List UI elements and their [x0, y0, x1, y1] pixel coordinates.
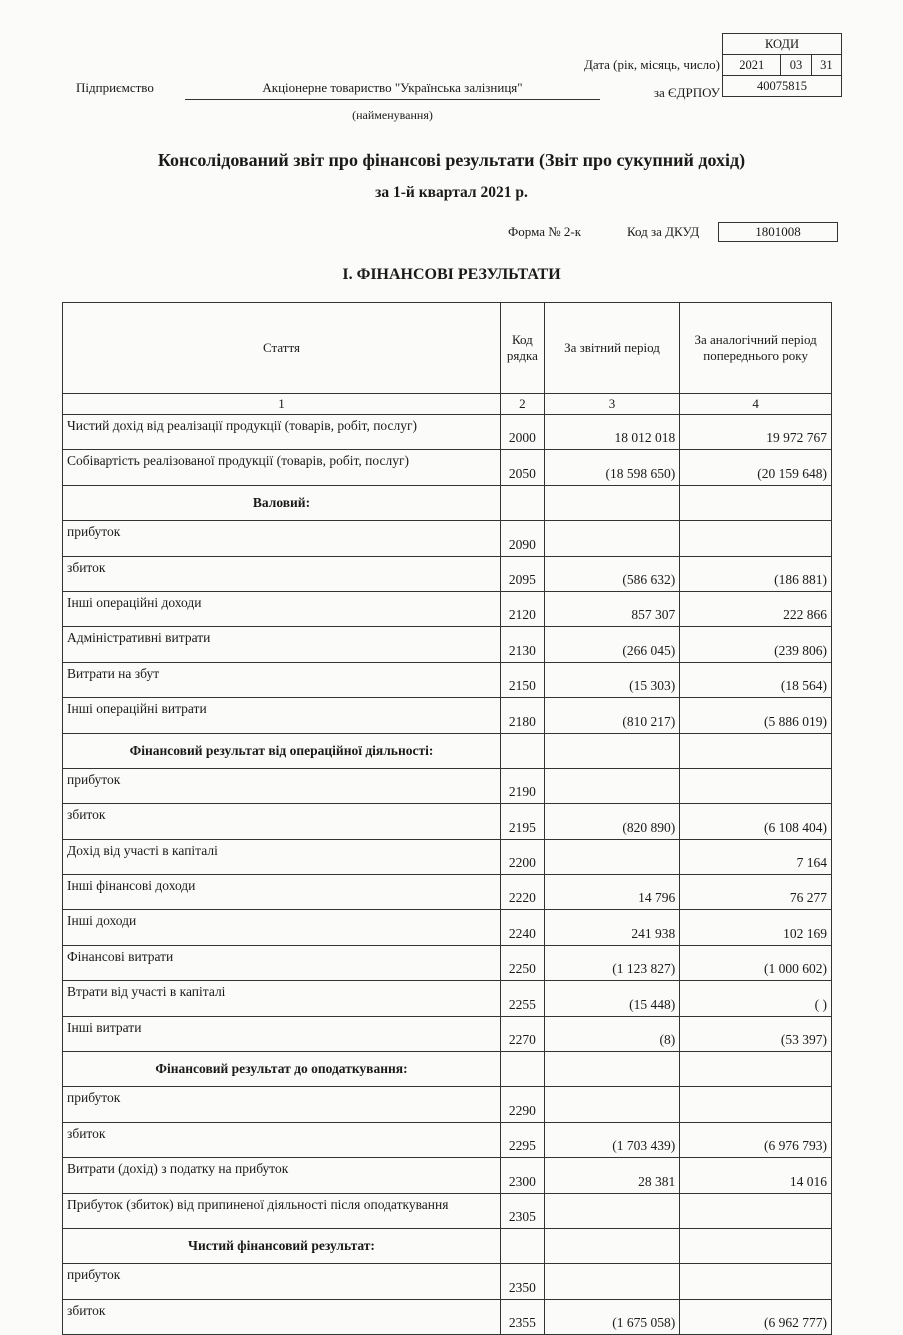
form-number: Форма № 2-к [508, 224, 582, 239]
row-code: 2090 [500, 521, 544, 556]
date-month: 03 [781, 55, 811, 76]
date-label: Дата (рік, місяць, число) [584, 57, 720, 72]
date-year: 2021 [723, 55, 781, 76]
header-current: За звітний період [544, 303, 679, 394]
row-current [544, 1228, 679, 1263]
dkud-code: 1801008 [718, 222, 838, 242]
row-current [544, 768, 679, 803]
row-previous: 102 169 [680, 910, 832, 945]
table-row [63, 875, 832, 910]
row-code: 2195 [500, 804, 544, 839]
row-label: Собівартість реалізованої продукції (товарів, робіт, послуг) [63, 450, 501, 485]
row-current: (1 123 827) [544, 945, 679, 980]
codes-header: КОДИ [723, 34, 842, 55]
row-code: 2180 [500, 698, 544, 733]
table-row [63, 662, 832, 697]
codes-box [722, 33, 842, 97]
row-current: (8) [544, 1016, 679, 1051]
header-previous: За аналогічний період попереднього року [680, 303, 832, 394]
dkud-label: Код за ДКУД [627, 224, 700, 239]
row-current: 18 012 018 [544, 415, 679, 450]
row-current: 857 307 [544, 591, 679, 626]
row-previous: (18 564) [680, 662, 832, 697]
row-code: 2130 [500, 627, 544, 662]
table-section-row [63, 1052, 832, 1087]
row-label: Інші доходи [63, 910, 501, 945]
financial-results-table [62, 302, 832, 1335]
row-label: Адміністративні витрати [63, 627, 501, 662]
col-number-4: 4 [680, 394, 832, 415]
enterprise-name: Акціонерне товариство "Українська залізниця" [185, 80, 600, 100]
section-title: І. ФІНАНСОВІ РЕЗУЛЬТАТИ [342, 266, 561, 283]
table-row [63, 450, 832, 485]
table-section-row [63, 1228, 832, 1263]
row-label: Інші операційні доходи [63, 591, 501, 626]
row-label: Фінансові витрати [63, 945, 501, 980]
row-previous: (239 806) [680, 627, 832, 662]
row-code [500, 485, 544, 520]
report-period: за 1-й квартал 2021 р. [375, 184, 528, 201]
row-previous [680, 733, 832, 768]
row-previous: 14 016 [680, 1158, 832, 1193]
row-label: збиток [63, 556, 501, 591]
row-label: Втрати від участі в капіталі [63, 981, 501, 1016]
row-current [544, 839, 679, 874]
table-row [63, 627, 832, 662]
column-numbers-row [63, 394, 832, 415]
row-code: 2050 [500, 450, 544, 485]
table-row [63, 1122, 832, 1157]
row-current: 28 381 [544, 1158, 679, 1193]
row-label: збиток [63, 1299, 501, 1334]
row-previous: (186 881) [680, 556, 832, 591]
row-current: (15 303) [544, 662, 679, 697]
row-previous: ( ) [680, 981, 832, 1016]
row-current [544, 1052, 679, 1087]
section-label: Чистий фінансовий результат: [63, 1228, 501, 1263]
row-code: 2350 [500, 1264, 544, 1299]
row-label: Інші витрати [63, 1016, 501, 1051]
table-header-row [63, 303, 832, 394]
row-code: 2295 [500, 1122, 544, 1157]
report-title: Консолідований звіт про фінансові результати (Звіт про сукупний дохід) [157, 150, 746, 170]
row-previous: (6 962 777) [680, 1299, 832, 1334]
row-code: 2240 [500, 910, 544, 945]
table-row [63, 1158, 832, 1193]
table-row [63, 1193, 832, 1228]
row-code: 2220 [500, 875, 544, 910]
row-code: 2150 [500, 662, 544, 697]
row-label: Витрати (дохід) з податку на прибуток [63, 1158, 501, 1193]
row-previous: 222 866 [680, 591, 832, 626]
row-current: 14 796 [544, 875, 679, 910]
enterprise-caption: (найменування) [352, 108, 433, 122]
row-current [544, 1087, 679, 1122]
row-code: 2095 [500, 556, 544, 591]
table-row [63, 804, 832, 839]
row-previous: (53 397) [680, 1016, 832, 1051]
row-previous: (6 976 793) [680, 1122, 832, 1157]
table-row [63, 698, 832, 733]
row-previous: (5 886 019) [680, 698, 832, 733]
row-code: 2250 [500, 945, 544, 980]
table-row [63, 1299, 832, 1334]
row-code: 2355 [500, 1299, 544, 1334]
table-row [63, 1016, 832, 1051]
row-current: 241 938 [544, 910, 679, 945]
row-current: (1 703 439) [544, 1122, 679, 1157]
row-label: Чистий дохід від реалізації продукції (товарів, робіт, послуг) [63, 415, 501, 450]
row-current: (586 632) [544, 556, 679, 591]
row-previous [680, 1264, 832, 1299]
row-previous [680, 1228, 832, 1263]
row-previous: 19 972 767 [680, 415, 832, 450]
row-code [500, 1228, 544, 1263]
row-previous: (20 159 648) [680, 450, 832, 485]
row-code: 2190 [500, 768, 544, 803]
table-row [63, 415, 832, 450]
row-code: 2270 [500, 1016, 544, 1051]
col-number-1: 1 [63, 394, 501, 415]
row-code: 2120 [500, 591, 544, 626]
row-label: прибуток [63, 1264, 501, 1299]
col-number-3: 3 [544, 394, 679, 415]
row-current: (820 890) [544, 804, 679, 839]
row-previous [680, 485, 832, 520]
section-label: Фінансовий результат до оподаткування: [63, 1052, 501, 1087]
row-previous: (1 000 602) [680, 945, 832, 980]
row-current: (1 675 058) [544, 1299, 679, 1334]
row-code: 2000 [500, 415, 544, 450]
row-code [500, 1052, 544, 1087]
table-row [63, 945, 832, 980]
table-row [63, 910, 832, 945]
edrpou-code: 40075815 [723, 76, 842, 97]
row-current [544, 1193, 679, 1228]
row-label: Інші фінансові доходи [63, 875, 501, 910]
col-number-2: 2 [500, 394, 544, 415]
header-code: Код рядка [500, 303, 544, 394]
row-label: Витрати на збут [63, 662, 501, 697]
date-day: 31 [811, 55, 841, 76]
table-row [63, 839, 832, 874]
row-label: прибуток [63, 521, 501, 556]
row-previous: 76 277 [680, 875, 832, 910]
row-code: 2305 [500, 1193, 544, 1228]
table-body [63, 415, 832, 1335]
header-article: Стаття [63, 303, 501, 394]
table-row [63, 521, 832, 556]
row-label: прибуток [63, 1087, 501, 1122]
row-label: Прибуток (збиток) від припиненої діяльності після оподаткування [63, 1193, 501, 1228]
row-previous [680, 1052, 832, 1087]
row-current [544, 521, 679, 556]
row-code: 2300 [500, 1158, 544, 1193]
table-row [63, 1264, 832, 1299]
row-code [500, 733, 544, 768]
section-label: Валовий: [63, 485, 501, 520]
row-label: прибуток [63, 768, 501, 803]
row-code: 2200 [500, 839, 544, 874]
enterprise-label: Підприємство [76, 80, 154, 95]
row-label: збиток [63, 804, 501, 839]
row-current [544, 485, 679, 520]
row-current [544, 1264, 679, 1299]
row-current: (266 045) [544, 627, 679, 662]
section-label: Фінансовий результат від операційної діяльності: [63, 733, 501, 768]
row-current [544, 733, 679, 768]
row-label: збиток [63, 1122, 501, 1157]
row-previous: (6 108 404) [680, 804, 832, 839]
table-section-row [63, 733, 832, 768]
row-code: 2290 [500, 1087, 544, 1122]
row-current: (15 448) [544, 981, 679, 1016]
row-label: Інші операційні витрати [63, 698, 501, 733]
row-previous [680, 768, 832, 803]
table-row [63, 556, 832, 591]
table-row [63, 981, 832, 1016]
row-previous [680, 1087, 832, 1122]
row-current: (810 217) [544, 698, 679, 733]
row-current: (18 598 650) [544, 450, 679, 485]
table-row [63, 768, 832, 803]
row-previous [680, 521, 832, 556]
table-section-row [63, 485, 832, 520]
row-label: Дохід від участі в капіталі [63, 839, 501, 874]
row-code: 2255 [500, 981, 544, 1016]
row-previous: 7 164 [680, 839, 832, 874]
table-row [63, 1087, 832, 1122]
edrpou-label: за ЄДРПОУ [653, 85, 720, 100]
table-row [63, 591, 832, 626]
row-previous [680, 1193, 832, 1228]
